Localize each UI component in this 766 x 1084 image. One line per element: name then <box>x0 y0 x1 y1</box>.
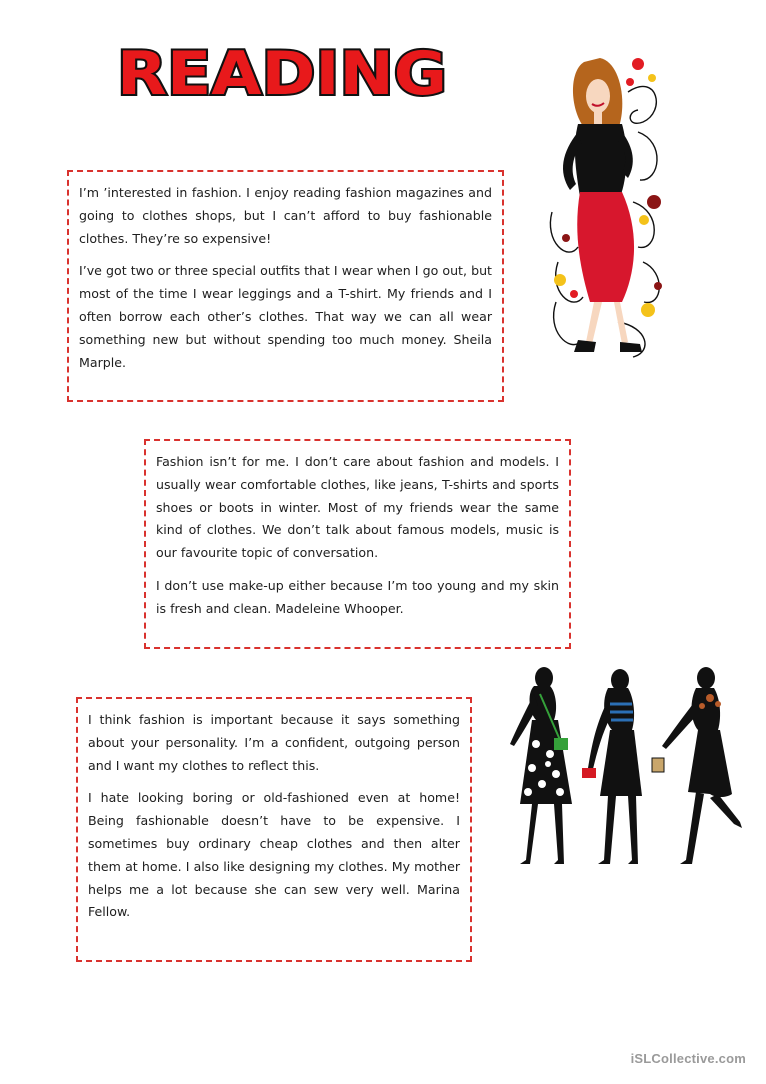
passage-3-paragraph-1: I think fashion is important because it says something about your personality. I’m a confident, outgoing person and I want my clothes to reflect this. <box>88 712 460 773</box>
passage-1-paragraph-1: I’m ’interested in fashion. I enjoy reading fashion magazines and going to clothes shops, but I can’t afford to buy fashionable clothes. They’re so expensive! <box>79 185 492 246</box>
passage-box-2 <box>144 439 571 649</box>
svg-text:READING: READING <box>117 39 447 109</box>
reading-title-graphic <box>112 32 452 112</box>
passage-box-1 <box>67 170 504 402</box>
passage-1-paragraph-2: I’ve got two or three special outfits that I wear when I go out, but most of the time I wear leggings and a T-shirt. My friends and I often borrow each other’s clothes. That way we can all wear something new but without spending too much money. Sheila Marple. <box>79 263 492 370</box>
fashion-silhouettes-illustration <box>496 664 742 876</box>
fashion-woman-illustration <box>548 52 666 370</box>
passage-2-paragraph-1: Fashion isn’t for me. I don’t care about fashion and models. I usually wear comfortable clothes, like jeans, T-shirts and sports shoes or boots in winter. Most of my friends wear the same kind of clothes. We don’t talk about famous models, music is our favourite topic of conversation. <box>156 454 559 561</box>
page-title <box>112 32 452 112</box>
footer-watermark: iSLCollective.com <box>630 1051 746 1066</box>
passage-3-paragraph-2: I hate looking boring or old-fashioned even at home! Being fashionable doesn’t have to be expensive. I sometimes buy ordinary cheap clothes and then alter them at home. I also like designing my clothes. My mother helps me a lot because she can sew very well. Marina Fellow. <box>88 790 460 920</box>
passage-2-paragraph-2: I don’t use make-up either because I’m too young and my skin is fresh and clean. Madeleine Whooper. <box>156 577 559 616</box>
passage-box-3 <box>76 697 472 962</box>
